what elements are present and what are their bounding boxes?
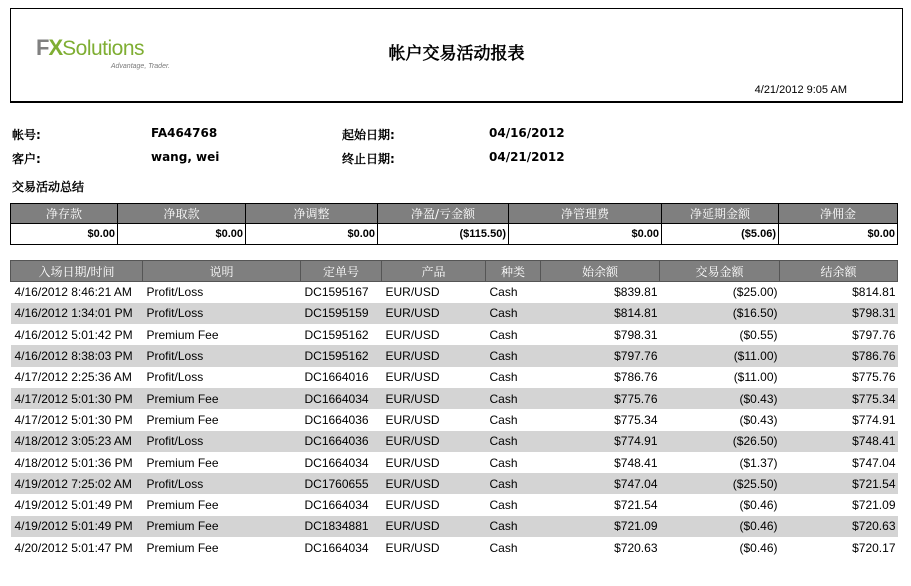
logo-fx-text: FX xyxy=(36,35,63,60)
tx-start-balance-cell: $774.91 xyxy=(541,431,660,452)
tx-amount-cell: ($11.00) xyxy=(660,345,780,366)
tx-amount-cell: ($25.00) xyxy=(732,285,778,300)
transactions-table xyxy=(10,260,898,558)
account-label: 帐号: xyxy=(12,128,41,142)
tx-amount-cell: ($0.43) xyxy=(660,388,780,409)
report-title: 帐户交易活动报表 xyxy=(388,44,525,64)
tx-end-balance-cell: $721.09 xyxy=(852,498,896,513)
logo-solutions-text: Solutions xyxy=(62,37,145,60)
tx-datetime-cell: 4/18/2012 3:05:23 AM xyxy=(11,431,143,452)
tx-type-cell: Cash xyxy=(486,345,541,366)
summary-header-cell: 净佣金 xyxy=(779,204,898,224)
summary-value-cell: $0.00 xyxy=(118,224,246,245)
tx-start-balance-cell: $721.54 xyxy=(614,498,658,513)
tx-order-cell: DC1595159 xyxy=(301,303,382,324)
tx-amount-cell: ($0.43) xyxy=(739,412,778,427)
tx-amount-cell: ($0.46) xyxy=(660,516,780,537)
tx-description-cell: Profit/Loss xyxy=(146,370,204,385)
tx-product-cell: EUR/USD xyxy=(385,285,440,300)
tx-amount-cell: ($11.00) xyxy=(733,370,778,385)
tx-description-cell: Premium Fee xyxy=(146,498,219,513)
account-value: FA464768 xyxy=(151,126,218,140)
tx-product-cell: EUR/USD xyxy=(385,370,440,385)
tx-product-cell: EUR/USD xyxy=(385,540,440,555)
tx-description-cell: Profit/Loss xyxy=(143,431,301,452)
tx-datetime-cell: 4/16/2012 8:46:21 AM xyxy=(14,285,132,300)
tx-type-cell: Cash xyxy=(489,412,518,427)
tx-type-cell: Cash xyxy=(489,327,518,342)
summary-value-cell: ($5.06) xyxy=(662,224,779,245)
table-row xyxy=(11,303,898,324)
tx-datetime-cell: 4/16/2012 5:01:42 PM xyxy=(14,327,133,342)
report-datetime: 4/21/2012 9:05 AM xyxy=(754,84,847,96)
tx-end-balance-cell: $720.17 xyxy=(852,540,896,555)
end-date-label: 终止日期: xyxy=(342,152,395,166)
tx-description-cell: Profit/Loss xyxy=(143,303,301,324)
tx-type-cell: Cash xyxy=(489,540,518,555)
tx-type-cell: Cash xyxy=(489,455,518,470)
summary-header-cell: 净延期金额 xyxy=(662,204,779,224)
tx-amount-cell: ($25.50) xyxy=(660,473,780,494)
tx-amount-cell: ($1.37) xyxy=(739,455,778,470)
tx-datetime-cell: 4/17/2012 5:01:30 PM xyxy=(11,388,143,409)
tx-product-cell: EUR/USD xyxy=(385,498,440,513)
tx-description-cell: Premium Fee xyxy=(146,327,219,342)
tx-order-cell: DC1664034 xyxy=(304,498,369,513)
tx-end-balance-cell: $775.34 xyxy=(780,388,898,409)
tx-header-cell: 说明 xyxy=(143,261,301,282)
tx-start-balance-cell: $775.34 xyxy=(614,412,658,427)
tx-description-cell: Profit/Loss xyxy=(143,473,301,494)
tx-end-balance-cell: $721.54 xyxy=(780,473,898,494)
tx-header-cell: 种类 xyxy=(486,261,541,282)
start-date-value: 04/16/2012 xyxy=(489,126,565,140)
table-row xyxy=(11,494,898,515)
tx-start-balance-cell: $720.63 xyxy=(614,540,658,555)
tx-product-cell: EUR/USD xyxy=(382,388,486,409)
tx-start-balance-cell: $814.81 xyxy=(541,303,660,324)
transactions-body xyxy=(11,282,898,559)
tx-description-cell: Premium Fee xyxy=(146,540,219,555)
tx-type-cell: Cash xyxy=(486,473,541,494)
table-row xyxy=(11,537,898,558)
tx-end-balance-cell: $748.41 xyxy=(780,431,898,452)
tx-type-cell: Cash xyxy=(486,303,541,324)
table-row xyxy=(11,516,898,537)
tx-description-cell: Profit/Loss xyxy=(143,345,301,366)
summary-header-cell: 净盈/亏金额 xyxy=(378,204,509,224)
tx-datetime-cell: 4/18/2012 5:01:36 PM xyxy=(14,455,133,470)
logo-tagline: Advantage, Trader. xyxy=(110,63,170,70)
tx-amount-cell: ($26.50) xyxy=(660,431,780,452)
tx-type-cell: Cash xyxy=(489,285,518,300)
tx-datetime-cell: 4/16/2012 1:34:01 PM xyxy=(11,303,143,324)
tx-product-cell: EUR/USD xyxy=(382,345,486,366)
tx-start-balance-cell: $775.76 xyxy=(541,388,660,409)
tx-start-balance-cell: $798.31 xyxy=(614,327,658,342)
tx-start-balance-cell: $786.76 xyxy=(614,370,658,385)
tx-end-balance-cell: $775.76 xyxy=(852,370,896,385)
table-row xyxy=(11,473,898,494)
client-label: 客户: xyxy=(12,152,41,166)
tx-amount-cell: ($0.55) xyxy=(739,327,778,342)
tx-header-cell: 结余额 xyxy=(780,261,898,282)
tx-end-balance-cell: $720.63 xyxy=(780,516,898,537)
table-row xyxy=(11,452,898,473)
summary-value-cell: $0.00 xyxy=(11,224,118,245)
summary-value-row xyxy=(11,224,898,245)
tx-header-cell: 产品 xyxy=(382,261,486,282)
summary-header-cell: 净调整 xyxy=(246,204,378,224)
tx-order-cell: DC1664036 xyxy=(304,412,369,427)
summary-value-cell: $0.00 xyxy=(779,224,898,245)
summary-header-row xyxy=(11,204,898,224)
table-row xyxy=(11,388,898,409)
tx-datetime-cell: 4/17/2012 5:01:30 PM xyxy=(14,412,133,427)
tx-end-balance-cell: $747.04 xyxy=(852,455,896,470)
tx-product-cell: EUR/USD xyxy=(385,455,440,470)
tx-order-cell: DC1760655 xyxy=(301,473,382,494)
tx-order-cell: DC1664034 xyxy=(304,455,369,470)
tx-description-cell: Premium Fee xyxy=(146,412,219,427)
summary-value-cell: $0.00 xyxy=(246,224,378,245)
tx-order-cell: DC1664034 xyxy=(301,388,382,409)
table-row xyxy=(11,367,898,388)
tx-order-cell: DC1664016 xyxy=(304,370,369,385)
tx-header-cell: 入场日期/时间 xyxy=(11,261,143,282)
summary-section-title: 交易活动总结 xyxy=(12,180,85,194)
tx-amount-cell: ($0.46) xyxy=(739,540,778,555)
tx-datetime-cell: 4/16/2012 8:38:03 PM xyxy=(11,345,143,366)
tx-order-cell: DC1595167 xyxy=(304,285,369,300)
start-date-label: 起始日期: xyxy=(342,128,395,142)
tx-amount-cell: ($16.50) xyxy=(660,303,780,324)
tx-product-cell: EUR/USD xyxy=(382,473,486,494)
tx-description-cell: Premium Fee xyxy=(146,455,219,470)
tx-header-cell: 交易金额 xyxy=(660,261,780,282)
tx-header-cell: 始余额 xyxy=(541,261,660,282)
tx-start-balance-cell: $797.76 xyxy=(541,345,660,366)
tx-datetime-cell: 4/17/2012 2:25:36 AM xyxy=(14,370,132,385)
tx-end-balance-cell: $814.81 xyxy=(852,285,896,300)
client-value: wang, wei xyxy=(151,150,220,164)
table-row xyxy=(11,431,898,452)
tx-order-cell: DC1595162 xyxy=(301,345,382,366)
tx-end-balance-cell: $797.76 xyxy=(852,327,896,342)
summary-value-cell: ($115.50) xyxy=(378,224,509,245)
tx-type-cell: Cash xyxy=(489,498,518,513)
tx-description-cell: Premium Fee xyxy=(143,516,301,537)
summary-header-cell: 净管理费 xyxy=(509,204,662,224)
table-row xyxy=(11,409,898,430)
tx-product-cell: EUR/USD xyxy=(385,327,440,342)
tx-datetime-cell: 4/19/2012 5:01:49 PM xyxy=(14,498,133,513)
tx-start-balance-cell: $748.41 xyxy=(614,455,658,470)
table-row xyxy=(11,345,898,366)
tx-order-cell: DC1595162 xyxy=(304,327,369,342)
tx-description-cell: Profit/Loss xyxy=(146,285,204,300)
tx-amount-cell: ($0.46) xyxy=(739,498,778,513)
report-header xyxy=(10,8,903,103)
tx-order-cell: DC1834881 xyxy=(301,516,382,537)
tx-product-cell: EUR/USD xyxy=(385,412,440,427)
transactions-header-row xyxy=(11,261,898,282)
tx-product-cell: EUR/USD xyxy=(382,431,486,452)
end-date-value: 04/21/2012 xyxy=(489,150,565,164)
summary-header-cell: 净取款 xyxy=(118,204,246,224)
table-row xyxy=(11,282,898,303)
tx-end-balance-cell: $774.91 xyxy=(852,412,896,427)
tx-start-balance-cell: $839.81 xyxy=(614,285,658,300)
table-row xyxy=(11,324,898,345)
tx-datetime-cell: 4/19/2012 5:01:49 PM xyxy=(11,516,143,537)
tx-type-cell: Cash xyxy=(486,516,541,537)
tx-order-cell: DC1664034 xyxy=(304,540,369,555)
tx-type-cell: Cash xyxy=(486,388,541,409)
tx-product-cell: EUR/USD xyxy=(382,516,486,537)
summary-header-cell: 净存款 xyxy=(11,204,118,224)
tx-type-cell: Cash xyxy=(486,431,541,452)
tx-start-balance-cell: $747.04 xyxy=(541,473,660,494)
tx-header-cell: 定单号 xyxy=(301,261,382,282)
tx-type-cell: Cash xyxy=(489,370,518,385)
tx-order-cell: DC1664036 xyxy=(301,431,382,452)
summary-value-cell: $0.00 xyxy=(509,224,662,245)
tx-product-cell: EUR/USD xyxy=(382,303,486,324)
tx-start-balance-cell: $721.09 xyxy=(541,516,660,537)
tx-description-cell: Premium Fee xyxy=(143,388,301,409)
tx-end-balance-cell: $798.31 xyxy=(780,303,898,324)
tx-datetime-cell: 4/20/2012 5:01:47 PM xyxy=(14,540,133,555)
summary-table xyxy=(10,203,898,245)
tx-datetime-cell: 4/19/2012 7:25:02 AM xyxy=(11,473,143,494)
tx-end-balance-cell: $786.76 xyxy=(780,345,898,366)
